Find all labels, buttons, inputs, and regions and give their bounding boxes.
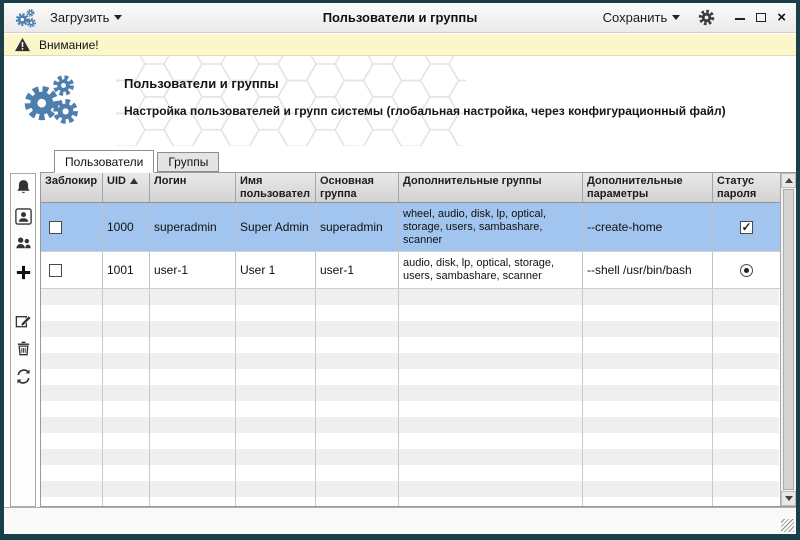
titlebar-right-cluster — [597, 7, 786, 28]
empty-column — [103, 289, 150, 506]
column-header-uid-label: UID — [107, 175, 126, 187]
module-subtitle: Настройка пользователей и групп системы (глобальная настройка, через конфигурационный файл) — [124, 104, 726, 118]
chevron-down-icon — [114, 15, 122, 20]
primary-group-cell: superadmin — [316, 203, 399, 251]
table-grid — [41, 173, 780, 506]
module-header-text — [124, 76, 776, 118]
load-button[interactable] — [44, 7, 128, 28]
extra-groups-cell: wheel, audio, disk, lp, optical, storage, users, sambashare, scanner — [399, 203, 583, 251]
empty-rows-area — [41, 289, 780, 506]
empty-column — [399, 289, 583, 506]
app-gears-icon — [14, 7, 36, 29]
plus-icon — [14, 263, 33, 282]
empty-column — [150, 289, 236, 506]
empty-column — [583, 289, 713, 506]
chevron-down-icon — [672, 15, 680, 20]
add-user-button[interactable] — [12, 261, 34, 283]
extra-params-cell: --create-home — [583, 203, 713, 251]
password-status-cell — [713, 203, 779, 251]
column-header-extra-params[interactable]: Дополнительные параметры — [583, 173, 713, 202]
empty-column — [41, 289, 103, 506]
uid-cell: 1000 — [103, 203, 150, 251]
locked-checkbox[interactable] — [49, 264, 62, 277]
column-header-primary-group[interactable]: Основная группа — [316, 173, 399, 202]
triangle-down-icon — [785, 496, 793, 501]
empty-column — [236, 289, 316, 506]
module-header — [4, 56, 796, 148]
login-cell: user-1 — [150, 252, 236, 288]
locked-cell — [41, 252, 103, 288]
uid-cell: 1001 — [103, 252, 150, 288]
edit-user-button[interactable] — [12, 309, 34, 331]
login-cell: superadmin — [150, 203, 236, 251]
status-bar — [4, 507, 796, 534]
extra-params-cell: --shell /usr/bin/bash — [583, 252, 713, 288]
column-header-name[interactable]: Имя пользовател — [236, 173, 316, 202]
empty-column — [316, 289, 399, 506]
primary-group-cell: user-1 — [316, 252, 399, 288]
triangle-up-icon — [785, 178, 793, 183]
notifications-button[interactable] — [12, 176, 34, 198]
column-header-uid[interactable] — [103, 173, 150, 202]
side-toolbar — [10, 173, 36, 507]
warning-triangle-icon — [14, 37, 31, 52]
column-header-extra-groups[interactable]: Дополнительные группы — [399, 173, 583, 202]
tab-users[interactable]: Пользователи — [54, 150, 154, 173]
column-header-login[interactable]: Логин — [150, 173, 236, 202]
scroll-down-button[interactable] — [781, 491, 796, 506]
empty-column — [713, 289, 779, 506]
users-table — [40, 173, 797, 507]
group-membership-button[interactable] — [12, 231, 34, 253]
close-button[interactable]: × — [777, 9, 786, 26]
trash-icon — [14, 339, 33, 358]
user-properties-button[interactable] — [12, 205, 34, 227]
name-cell: User 1 — [236, 252, 316, 288]
table-row[interactable] — [41, 252, 780, 289]
password-status-cell — [713, 252, 779, 288]
locked-checkbox[interactable] — [49, 221, 62, 234]
column-header-locked[interactable]: Заблокир — [41, 173, 103, 202]
delete-user-button[interactable] — [12, 337, 34, 359]
minimize-button[interactable] — [735, 18, 745, 20]
module-title: Пользователи и группы — [124, 76, 279, 91]
warning-bar — [4, 34, 796, 56]
load-button-label: Загрузить — [50, 10, 110, 25]
window-title: Пользователи и группы — [322, 10, 478, 25]
resize-grip[interactable] — [781, 519, 794, 532]
pencil-icon — [14, 311, 33, 330]
window-controls — [735, 10, 786, 25]
save-button-label: Сохранить — [602, 10, 668, 25]
table-row[interactable] — [41, 203, 780, 252]
user-card-icon — [14, 207, 33, 226]
column-header-password-status[interactable]: Статус пароля — [717, 175, 757, 200]
vertical-scrollbar[interactable] — [780, 173, 796, 506]
password-status-checked-icon[interactable] — [740, 221, 753, 234]
user-group-icon — [14, 233, 33, 252]
save-button[interactable] — [597, 7, 687, 28]
name-cell: Super Admin — [236, 203, 316, 251]
maximize-button[interactable] — [756, 13, 766, 22]
tab-bar — [40, 148, 797, 173]
refresh-icon — [14, 367, 33, 386]
scroll-up-button[interactable] — [781, 173, 796, 188]
password-status-radio-icon[interactable] — [740, 264, 753, 277]
locked-cell — [41, 203, 103, 251]
refresh-button[interactable] — [12, 365, 34, 387]
scrollbar-thumb[interactable] — [783, 189, 794, 490]
module-gears-icon — [20, 70, 78, 128]
table-header — [41, 173, 780, 203]
extra-groups-cell: audio, disk, lp, optical, storage, users, sambashare, scanner — [399, 252, 583, 288]
titlebar — [4, 3, 796, 33]
tab-groups[interactable]: Группы — [157, 152, 219, 172]
settings-gear-icon[interactable] — [698, 9, 715, 26]
bell-icon — [14, 178, 33, 197]
warning-text: Внимание! — [39, 37, 99, 52]
sort-ascending-icon — [130, 178, 138, 184]
